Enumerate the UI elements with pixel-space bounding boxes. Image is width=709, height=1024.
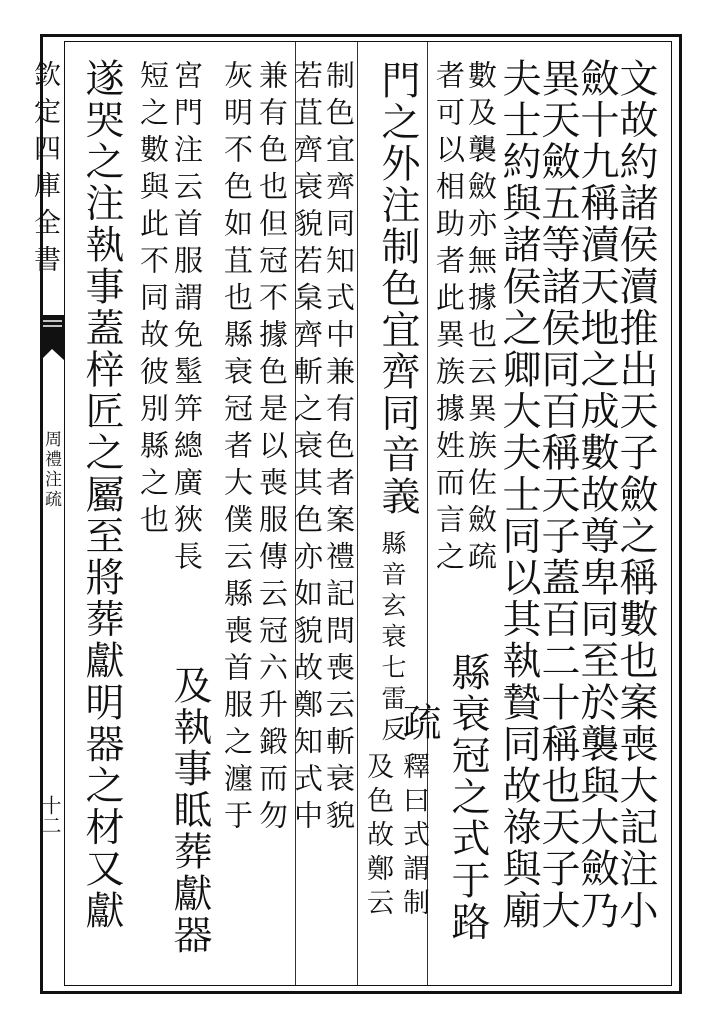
column-rule (357, 42, 358, 985)
text-column-1: 文故約諸侯瀆推出天子斂之稱數也案喪大記注小 (613, 58, 658, 932)
text-column-12: 灰明不色如苴也縣衰冠者大僕云縣喪首服之瀍于 (220, 60, 254, 837)
text-column-10: 若苴齊衰貌若枲齊斬之衰其色亦如貌故鄭知式中 (290, 60, 324, 837)
text-column-5-main: 縣衰冠之式于路 (445, 652, 490, 944)
text-column-2: 斂十九稱瀆天地之成數故尊卑同至於襲與大斂乃 (574, 58, 619, 932)
text-column-6-note: 者可以相助者此異族據姓而言之 (432, 60, 466, 578)
text-column-9: 制色宜齊同知式中兼有色者案禮記問喪云斬衰貌 (322, 60, 356, 837)
fish-tail-mark-icon (40, 315, 65, 361)
margin-library-title: 欽定四庫全書 (29, 60, 60, 282)
commentary-marker: 疏 (396, 702, 441, 744)
text-column-4: 夫士約與諸侯之卿大夫士同以其執贄同故祿與廟 (496, 58, 541, 932)
text-column-15: 遂哭之注執事蓋梓匠之屬至將葬獻明器之材又獻 (79, 58, 124, 932)
text-column-7-pronunciation-note: 縣音玄衰七雷反 (378, 530, 407, 747)
text-column-3: 異天斂五等諸侯同百稱天子蓋百二十稱也天子大 (535, 58, 580, 932)
text-column-11: 兼有色也但冠不據色是以喪服傳云冠六升鍛而勿 (255, 60, 289, 837)
text-column-13-main: 及執事眡葬獻器 (167, 665, 212, 957)
margin-book-name: 周禮注疏 (41, 430, 61, 510)
text-column-7-commentary: 釋曰式謂制 (398, 752, 429, 922)
margin-page-number: 十二 (38, 795, 62, 835)
text-column-14-note: 短之數與此不同故彼別縣之也 (136, 60, 170, 541)
text-column-13-note: 宮門注云首服謂免髽笄總廣狹長 (170, 60, 204, 578)
text-column-8-commentary: 及色故鄭云 (362, 752, 393, 922)
text-column-7-main: 門之外注制色宜齊同音義 (375, 60, 420, 518)
text-column-5-note: 數及襲斂亦無據也云異族佐斂疏 (464, 60, 498, 578)
